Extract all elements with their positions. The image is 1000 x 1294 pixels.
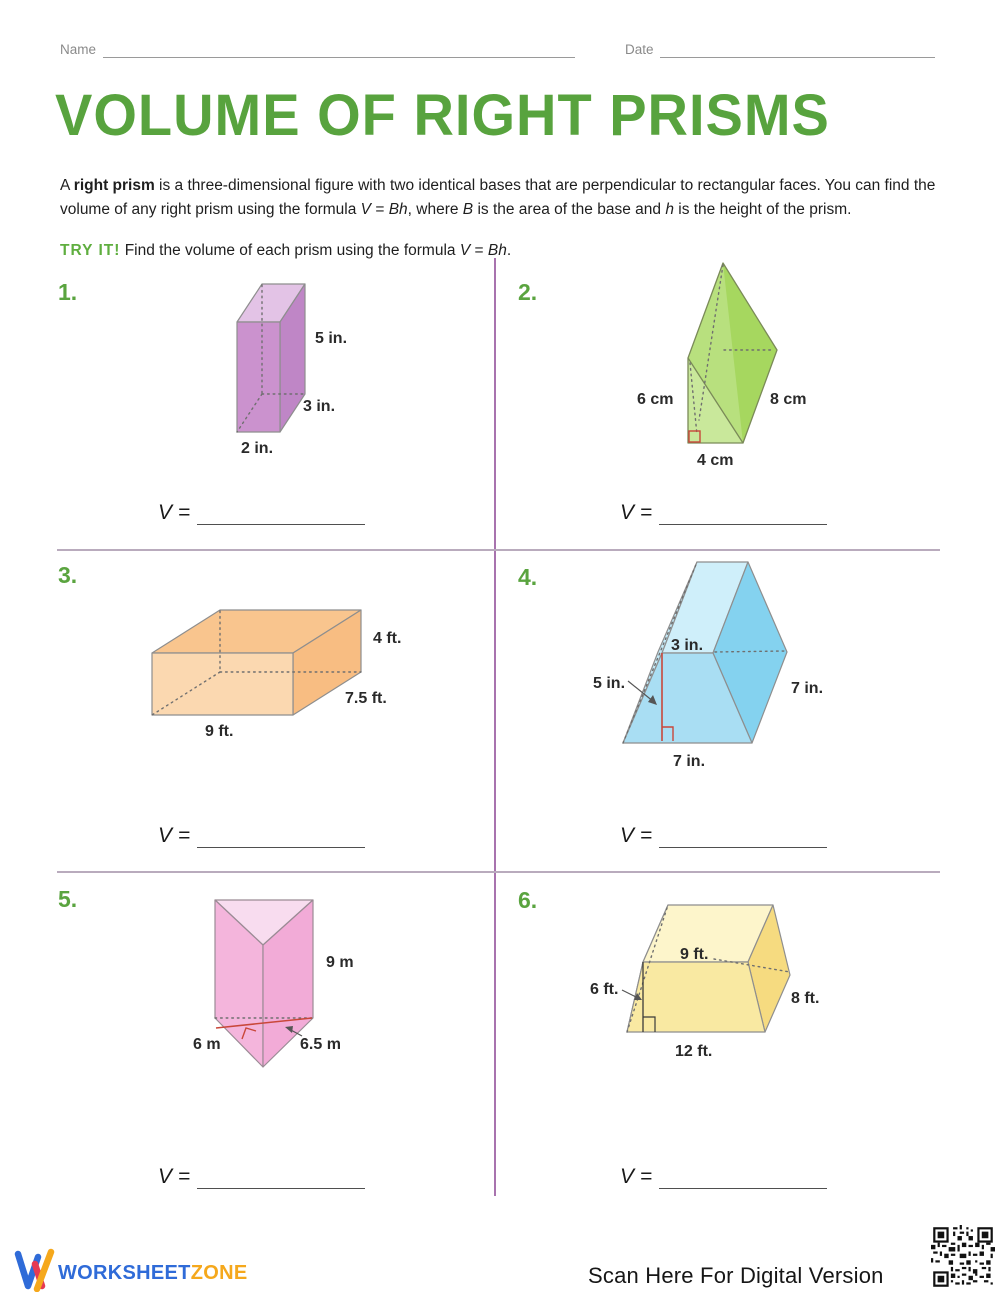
intro-text-segment: B bbox=[462, 200, 474, 218]
try-it-segment: Find the volume of each prism using the formula bbox=[120, 241, 460, 259]
page-title: VOLUME OF RIGHT PRISMS bbox=[55, 81, 830, 148]
volume-answer bbox=[620, 500, 827, 525]
problem-number: 3. bbox=[58, 562, 78, 588]
dimension-label: 7 in. bbox=[673, 753, 706, 770]
volume-answer bbox=[158, 500, 365, 525]
dimension-label: 8 ft. bbox=[791, 990, 820, 1007]
front-face bbox=[152, 653, 293, 715]
intro-text-segment: = bbox=[371, 200, 389, 218]
problem-number: 4. bbox=[518, 564, 538, 590]
answer-blank[interactable] bbox=[197, 500, 365, 525]
date-label: Date bbox=[625, 42, 654, 57]
triangular-prism-figure bbox=[660, 255, 795, 455]
problem-number: 1. bbox=[58, 279, 78, 305]
problem-number: 6. bbox=[518, 887, 538, 913]
worksheetzone-logo bbox=[58, 1262, 247, 1285]
dimension-label: 5 in. bbox=[315, 330, 348, 347]
qr-code-icon bbox=[931, 1224, 995, 1290]
rectangular-prism-figure bbox=[150, 268, 320, 448]
column-divider bbox=[494, 258, 496, 1196]
intro-text-segment: right prism bbox=[73, 176, 155, 194]
front-face bbox=[237, 322, 280, 432]
try-it-segment: Bh bbox=[487, 241, 507, 259]
volume-answer bbox=[620, 1164, 827, 1189]
try-it-segment: = bbox=[470, 241, 488, 259]
dimension-label: 9 m bbox=[326, 954, 354, 971]
intro-text-segment: A bbox=[60, 176, 74, 194]
dimension-label: 7.5 ft. bbox=[345, 690, 387, 707]
volume-label: V = bbox=[620, 501, 653, 524]
row-divider bbox=[57, 871, 940, 873]
volume-label: V = bbox=[620, 824, 653, 847]
trapezoidal-prism-figure bbox=[610, 895, 810, 1045]
dimension-label: 2 in. bbox=[241, 440, 274, 457]
name-label: Name bbox=[60, 42, 97, 57]
volume-label: V = bbox=[158, 824, 191, 847]
intro-text-segment: , where bbox=[407, 200, 463, 218]
dimension-label: 6 m bbox=[193, 1036, 221, 1053]
try-it-instruction bbox=[60, 242, 948, 260]
intro-text-segment: V bbox=[360, 200, 372, 218]
intro-text-segment: h bbox=[665, 200, 674, 218]
name-input-line[interactable] bbox=[103, 57, 575, 58]
dimension-label: 5 in. bbox=[593, 675, 626, 692]
volume-label: V = bbox=[620, 1165, 653, 1188]
row-divider bbox=[57, 549, 940, 551]
volume-label: V = bbox=[158, 1165, 191, 1188]
intro-text-segment: Bh bbox=[388, 200, 408, 218]
dimension-label: 9 ft. bbox=[205, 723, 234, 740]
answer-blank[interactable] bbox=[659, 823, 827, 848]
volume-answer bbox=[158, 823, 365, 848]
intro-text-segment: is the height of the prism. bbox=[673, 200, 852, 218]
intro-paragraph bbox=[60, 174, 948, 222]
dimension-label: 8 cm bbox=[770, 391, 807, 408]
dimension-label: 9 ft. bbox=[680, 946, 709, 963]
dimension-label: 6 ft. bbox=[590, 981, 619, 998]
front-face bbox=[627, 962, 765, 1032]
try-it-segment: . bbox=[506, 241, 512, 259]
dimension-label: 12 ft. bbox=[675, 1043, 713, 1060]
dimension-label: 3 in. bbox=[303, 398, 336, 415]
answer-blank[interactable] bbox=[659, 500, 827, 525]
try-it-label: TRY IT! bbox=[60, 241, 121, 259]
scan-here-text: Scan Here For Digital Version bbox=[588, 1263, 884, 1288]
problem-number: 2. bbox=[518, 279, 538, 305]
dimension-label: 4 ft. bbox=[373, 630, 402, 647]
volume-label: V = bbox=[158, 501, 191, 524]
volume-answer bbox=[158, 1164, 365, 1189]
logo-text-worksheet: WORKSHEET bbox=[58, 1262, 191, 1284]
logo-text-zone: ZONE bbox=[190, 1262, 248, 1284]
intro-text-segment: is a three-dimensional figure with two identical bases that are perpendicular to rectangular faces. You can find the volume of any right prism using the formula bbox=[60, 176, 936, 218]
answer-blank[interactable] bbox=[197, 1164, 365, 1189]
volume-answer bbox=[620, 823, 827, 848]
date-input-line[interactable] bbox=[660, 57, 935, 58]
problem-number: 5. bbox=[58, 886, 78, 912]
answer-blank[interactable] bbox=[197, 823, 365, 848]
dimension-label: 4 cm bbox=[697, 452, 734, 469]
dimension-label: 3 in. bbox=[671, 637, 704, 654]
dimension-label: 6.5 m bbox=[300, 1036, 341, 1053]
dimension-label: 6 cm bbox=[637, 391, 674, 408]
answer-blank[interactable] bbox=[659, 1164, 827, 1189]
rectangular-prism-figure bbox=[140, 595, 375, 725]
try-it-segment: V bbox=[459, 241, 471, 259]
worksheetzone-logo-icon bbox=[14, 1248, 56, 1292]
dimension-label: 7 in. bbox=[791, 680, 824, 697]
intro-text-segment: is the area of the base and bbox=[473, 200, 666, 218]
